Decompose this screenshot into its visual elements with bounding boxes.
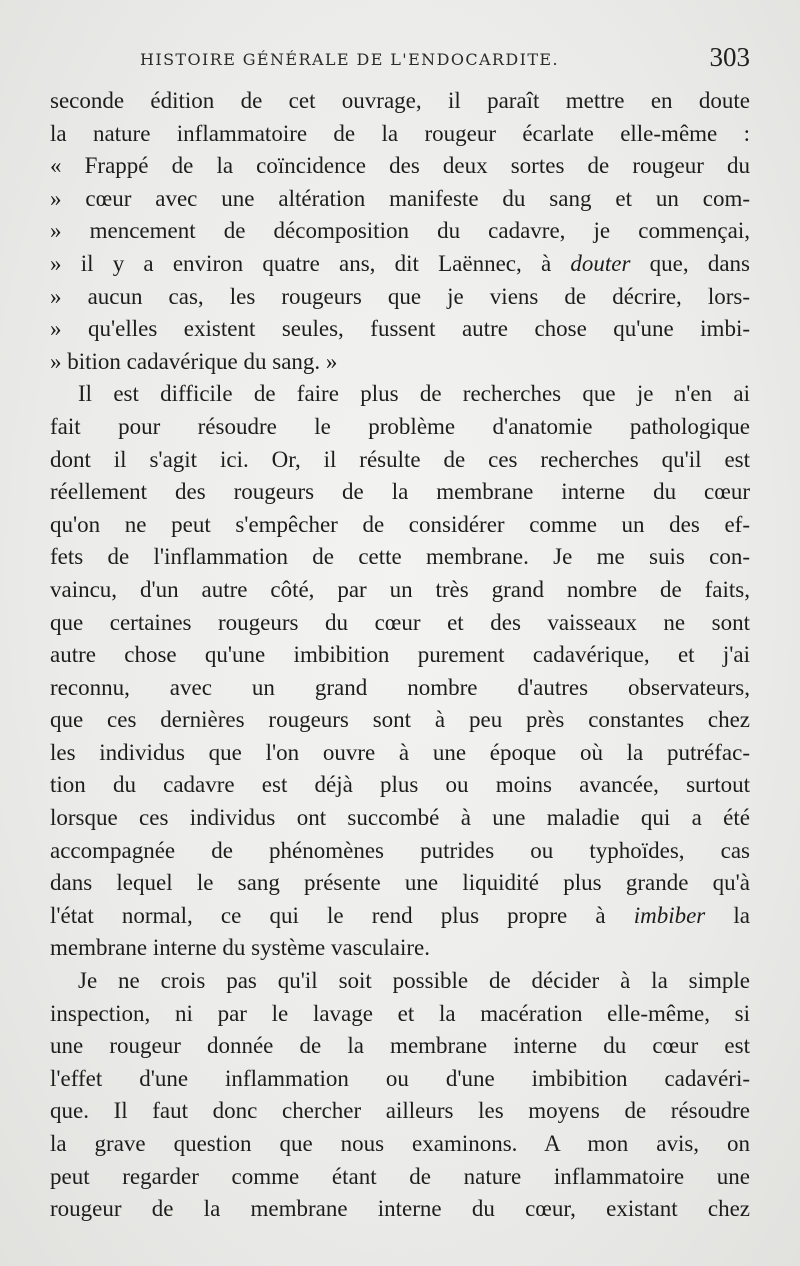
text-line-content: Je ne crois pas qu'il soit possible de décider à la simple: [78, 968, 750, 994]
text-line: [50, 639, 750, 672]
text-line-content: la nature inflammatoire de la rougeur écarlate elle-même :: [50, 120, 750, 146]
text-line-content: que ces dernières rougeurs sont à peu près constantes chez: [50, 707, 750, 733]
text-line-content: Il est difficile de faire plus de recherches que je n'en ai: [78, 381, 750, 407]
text-line-content: peut regarder comme étant de nature inflammatoire une: [50, 1163, 750, 1189]
text-line: [50, 248, 750, 281]
text-line-content: rougeur de la membrane interne du cœur, existant chez: [50, 1196, 750, 1222]
text-line: [50, 574, 750, 607]
text-line-content: que certaines rougeurs du cœur et des vaisseaux ne sont: [50, 609, 750, 635]
text-line: [50, 313, 750, 346]
text-line: [50, 1161, 750, 1194]
text-line: [50, 932, 750, 965]
text-line: [50, 769, 750, 802]
text-line-content: réellement des rougeurs de la membrane interne du cœur: [50, 479, 750, 505]
text-line: [50, 1095, 750, 1128]
text-line: [50, 411, 750, 444]
text-line: [50, 346, 750, 379]
text-line: [50, 802, 750, 835]
text-line: [50, 1030, 750, 1063]
body-text: [50, 85, 750, 1226]
text-line: [50, 118, 750, 151]
text-line: [50, 737, 750, 770]
text-line: [50, 281, 750, 314]
italic-word: imbiber: [633, 902, 706, 928]
text-line-content: inspection, ni par le lavage et la macération elle-même, si: [50, 1000, 750, 1026]
text-line-content: que. Il faut donc chercher ailleurs les moyens de résoudre: [50, 1098, 750, 1124]
text-line-content: » cœur avec une altération manifeste du sang et un com-: [50, 185, 750, 211]
text-line: [50, 476, 750, 509]
text-line-content: les individus que l'on ouvre à une époque où la putréfac-: [50, 739, 750, 765]
text-line: [50, 378, 750, 411]
text-line-content: fets de l'inflammation de cette membrane. Je me suis con-: [50, 544, 750, 570]
text-line-content: accompagnée de phénomènes putrides ou typhoïdes, cas: [50, 837, 750, 863]
text-line-content: » qu'elles existent seules, fussent autre chose qu'une imbi-: [50, 316, 750, 342]
text-line-content: » mencement de décomposition du cadavre, je commençai,: [50, 218, 750, 244]
text-line: [50, 867, 750, 900]
text-line-content: la grave question que nous examinons. A mon avis, on: [50, 1131, 750, 1156]
text-line: [50, 672, 750, 705]
text-line-content: membrane interne du système vasculaire.: [50, 935, 430, 961]
text-line: [50, 444, 750, 477]
page-number: 303: [709, 42, 750, 72]
text-line-content: » bition cadavérique du sang. »: [50, 348, 338, 374]
text-line-content: l'effet d'une inflammation ou d'une imbibition cadavéri-: [50, 1065, 750, 1091]
text-line-content: vaincu, d'un autre côté, par un très grand nombre de faits,: [50, 576, 750, 602]
text-line: [50, 1063, 750, 1096]
text-line: [50, 965, 750, 998]
text-line: [50, 704, 750, 737]
page-header: [50, 42, 750, 82]
text-line-content: l'état normal, ce qui le rend plus propre à: [50, 902, 634, 928]
text-line: [50, 998, 750, 1031]
text-line: [50, 900, 750, 933]
text-line-content: dans lequel le sang présente une liquidité plus grande qu'à: [50, 870, 750, 896]
text-line-content: » il y a environ quatre ans, dit Laënnec, à: [50, 250, 571, 276]
italic-word: douter: [570, 250, 631, 276]
text-line-content: tion du cadavre est déjà plus ou moins avancée, surtout: [50, 772, 750, 798]
text-line: [50, 835, 750, 868]
text-line-content: dont il s'agit ici. Or, il résulte de ces recherches qu'il est: [50, 446, 750, 472]
text-line-continuation: que, dans: [630, 250, 750, 276]
text-line: [50, 541, 750, 574]
text-line-content: lorsque ces individus ont succombé à une maladie qui a été: [50, 805, 750, 831]
text-line-content: autre chose qu'une imbibition purement cadavérique, et j'ai: [50, 642, 750, 668]
text-line: [50, 1128, 750, 1161]
text-line-content: » aucun cas, les rougeurs que je viens de décrire, lors-: [50, 283, 750, 309]
text-line: [50, 509, 750, 542]
text-line-content: « Frappé de la coïncidence des deux sortes de rougeur du: [50, 153, 750, 179]
text-line: [50, 150, 750, 183]
running-head: HISTOIRE GÉNÉRALE DE L'ENDOCARDITE.: [140, 50, 559, 69]
text-line-continuation: la: [705, 902, 750, 928]
text-line: [50, 215, 750, 248]
text-line-content: fait pour résoudre le problème d'anatomie pathologique: [50, 413, 750, 439]
text-line-content: une rougeur donnée de la membrane interne du cœur est: [50, 1033, 750, 1059]
text-line-content: seconde édition de cet ouvrage, il paraît mettre en doute: [50, 88, 750, 113]
text-line: [50, 607, 750, 640]
text-line: [50, 183, 750, 216]
text-line: [50, 1193, 750, 1226]
text-line: [50, 85, 750, 118]
text-line-content: reconnu, avec un grand nombre d'autres observateurs,: [50, 674, 750, 700]
text-line-content: qu'on ne peut s'empêcher de considérer comme un des ef-: [50, 511, 750, 537]
